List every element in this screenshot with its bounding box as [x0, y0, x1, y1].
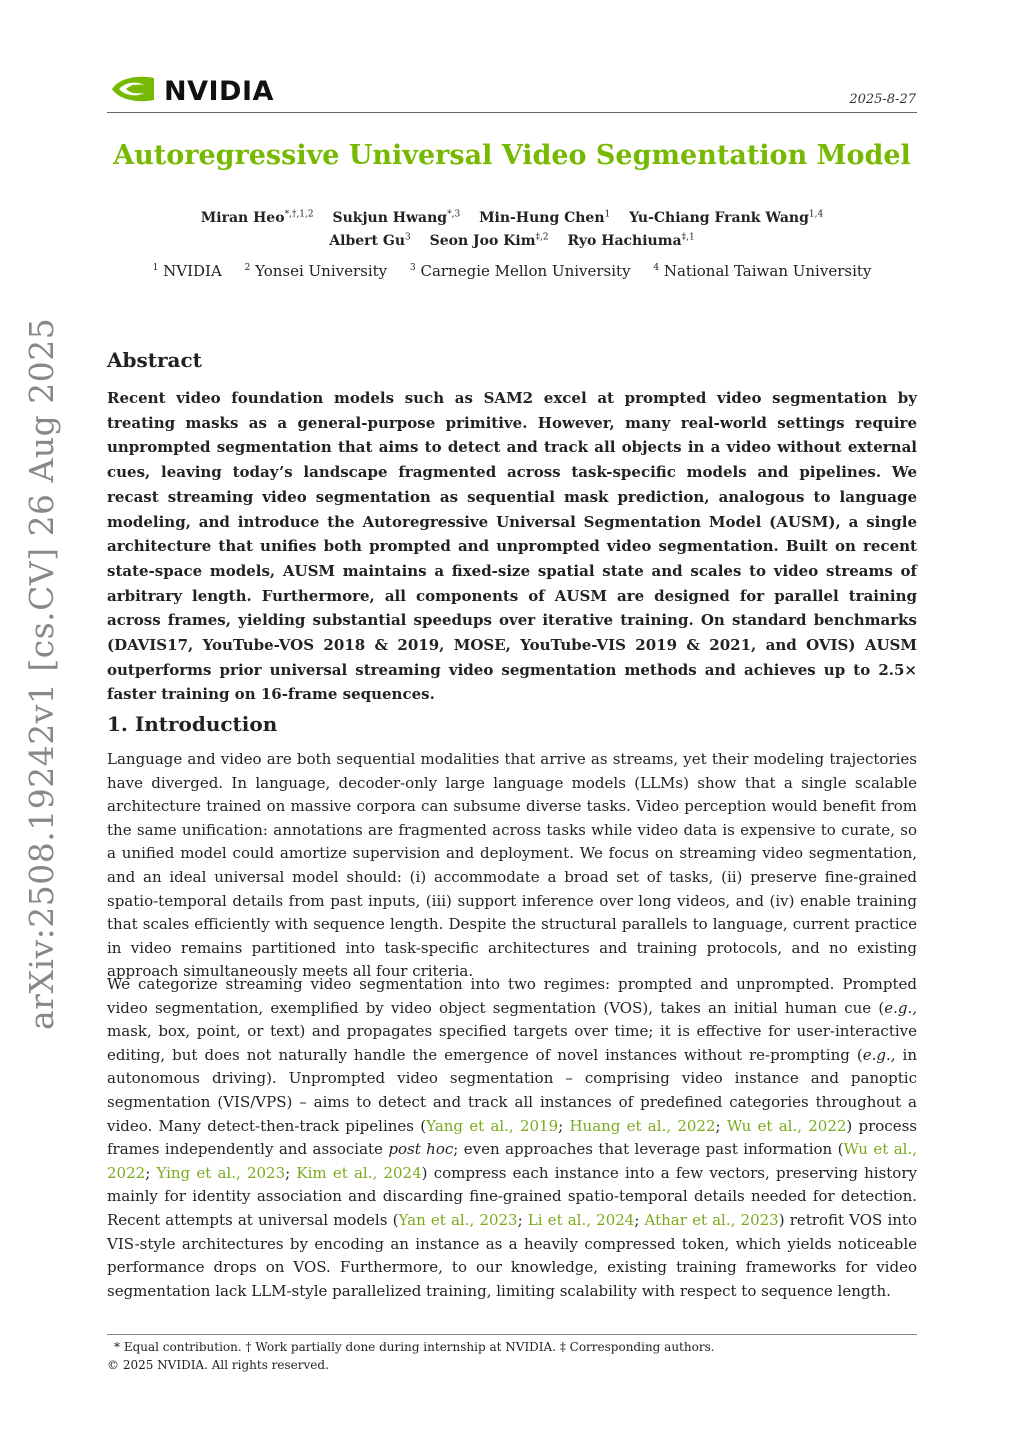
brand-wordmark: NVIDIA	[164, 75, 274, 107]
citation-link[interactable]: Huang et al., 2022	[569, 1116, 716, 1135]
intro-paragraph-2: We categorize streaming video segmentation into two regimes: prompted and unprompted. Prompted video segmentation, exemplified by video object segmentation (VOS), takes an initial human cue (e.g., mask, box, point, or text) and propagates specified targets over time; it is effective for user-interactive editing, but does not naturally handle the emergence of novel instances without re-prompting (e.g., in autonomous driving). Unprompted video segmentation – comprising video instance and panoptic segmentation (VIS/VPS) – aims to detect and track all instances of predefined categories throughout a video. Many detect-then-track pipelines (Yang et al., 2019; Huang et al., 2022; Wu et al., 2022) process frames independently and associate post hoc; even approaches that leverage past information (Wu et al., 2022; Ying et al., 2023; Kim et al., 2024) compress each instance into a few vectors, preserving history mainly for identity association and discarding fine-grained spatio-temporal details needed for detection. Recent attempts at universal models (Yan et al., 2023; Li et al., 2024; Athar et al., 2023) retrofit VOS into VIS-style architectures by encoding an instance as a heavily compressed token, which yields noticeable performance drops on VOS. Furthermore, to our knowledge, existing training frameworks for video segmentation lack LLM-style parallelized training, limiting scalability with respect to sequence length.	[107, 975, 918, 1300]
affiliation-list	[0, 262, 1024, 280]
abstract-body: Recent video foundation models such as SAM2 excel at prompted video segmentation by treating masks as a general-purpose primitive. However, many real-world settings require unprompted segmentation that aims to detect and track all objects in a video without external cues, leaving today’s landscape fragmented across task-specific models and pipelines. We recast streaming video segmentation as sequential mask prediction, analogous to language modeling, and introduce the Autoregressive Universal Segmentation Model (AUSM), a single architecture that unifies both prompted and unprompted video segmentation. Built on recent state-space models, AUSM maintains a fixed-size spatial state and scales to video streams of arbitrary length. Furthermore, all components of AUSM are designed for parallel training across frames, yielding substantial speedups over iterative training. On standard benchmarks (DAVIS17, YouTube-VOS 2018 & 2019, MOSE, YouTube-VIS 2019 & 2021, and OVIS) AUSM outperforms prior universal streaming video segmentation methods and achieves up to 2.5× faster training on 16-frame sequences.	[107, 389, 917, 704]
intro-paragraph-1: Language and video are both sequential modalities that arrive as streams, yet their modeling trajectories have diverged. In language, decoder-only large language models (LLMs) show that a single scalable architecture trained on massive corpora can subsume diverse tasks. Video perception would benefit from the same unification: annotations are fragmented across tasks while video data is expensive to curate, so a unified model could amortize supervision and deployment. We focus on streaming video segmentation, and an ideal universal model should: (i) accommodate a broad set of tasks, (ii) preserve fine-grained spatio-temporal details from past inputs, (iii) support inference over long videos, and (iv) enable training that scales efficiently with sequence length. Despite the structural parallels to language, current practice in video remains partitioned into task-specific architectures and training protocols, and no existing approach simultaneously meets all four criteria.	[107, 750, 917, 981]
citation-link[interactable]: Yan et al., 2023	[398, 1210, 518, 1229]
author: Ryo Hachiuma$^{\ddagger,1}$	[567, 232, 695, 249]
copyright-notice: © 2025 NVIDIA. All rights reserved.	[107, 1358, 329, 1372]
introduction-heading: 1. Introduction	[107, 712, 278, 736]
affiliation: $^2$ Yonsei University	[244, 262, 388, 280]
citation-link[interactable]: Yang et al., 2019	[426, 1116, 559, 1135]
author-list	[0, 207, 1024, 253]
publication-date: 2025-8-27	[849, 92, 916, 107]
citation-link[interactable]: Li et al., 2024	[527, 1210, 635, 1229]
citation-link[interactable]: Kim et al., 2024	[296, 1163, 422, 1182]
citation-link[interactable]: Ying et al., 2023	[156, 1163, 286, 1182]
author: Sukjun Hwang$^{*,3}$	[332, 209, 461, 226]
arxiv-sidebar-stamp: arXiv:2508.19242v1 [cs.CV] 26 Aug 2025	[22, 317, 61, 1030]
nvidia-logo	[110, 74, 274, 108]
author: Yu-Chiang Frank Wang$^{1,4}$	[629, 209, 824, 226]
footnote-divider	[107, 1334, 917, 1335]
abstract-heading: Abstract	[107, 348, 202, 372]
author: Miran Heo$^{*,\dagger,1,2}$	[200, 209, 314, 226]
author: Albert Gu$^3$	[329, 232, 411, 249]
affiliation: $^1$ NVIDIA	[152, 262, 222, 280]
nvidia-eye-icon	[110, 74, 156, 108]
author: Seon Joo Kim$^{\ddagger,2}$	[429, 232, 549, 249]
paper-title: Autoregressive Universal Video Segmentation Model	[113, 140, 911, 171]
citation-link[interactable]: Athar et al., 2023	[644, 1210, 779, 1229]
citation-link[interactable]: Wu et al., 2022	[726, 1116, 847, 1135]
author: Min-Hung Chen$^1$	[479, 209, 611, 226]
affiliation: $^3$ Carnegie Mellon University	[409, 262, 631, 280]
footnote: * Equal contribution. † Work partially done during internship at NVIDIA. ‡ Corresponding authors.	[114, 1340, 715, 1354]
header-divider	[107, 112, 917, 113]
author-line-2	[0, 230, 1024, 253]
citation-link[interactable]: Wu et al., 2022	[107, 1140, 918, 1182]
affiliation: $^4$ National Taiwan University	[653, 262, 872, 280]
author-line-1	[0, 207, 1024, 230]
